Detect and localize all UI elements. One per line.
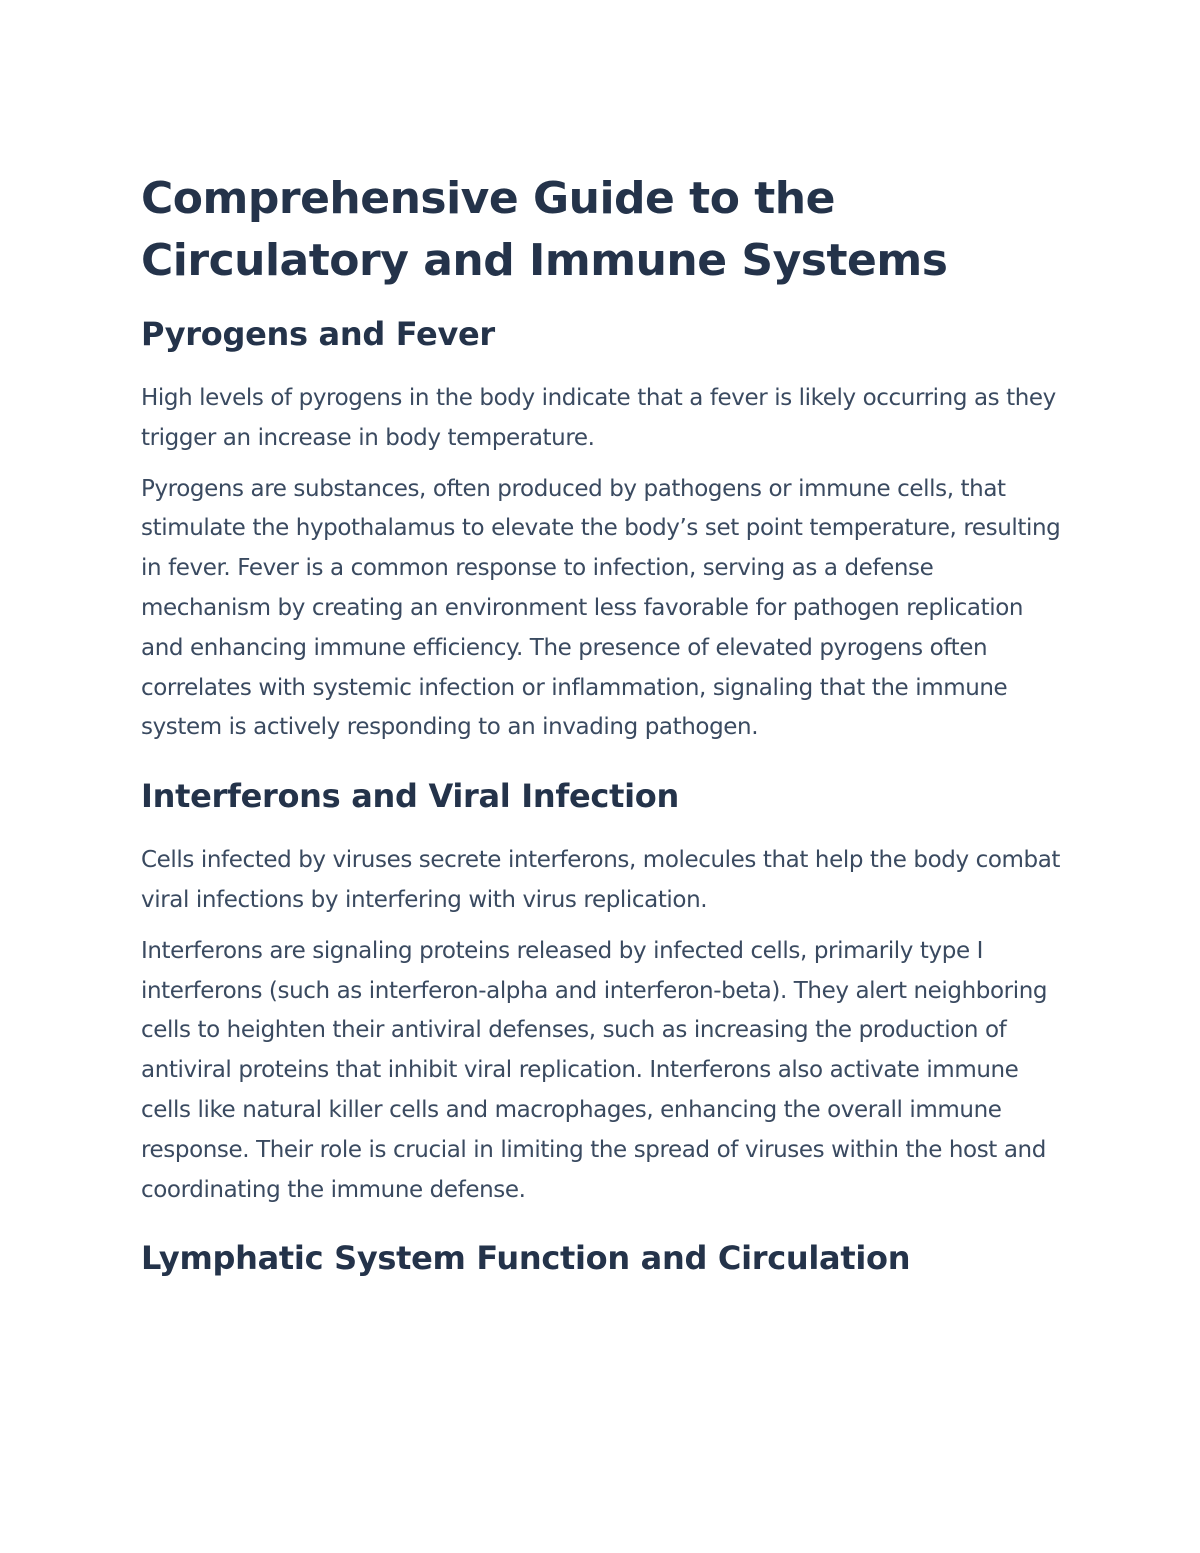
section-pyrogens-fever [141,314,1066,748]
section-body: Interferons are signaling proteins released by infected cells, primarily type I interferons (such as interferon-alpha and interferon-beta). They alert neighboring cells to heighten their antiviral defenses, such as increasing the production of antiviral proteins that inhibit viral replication. Interferons also activate immune cells like natural killer cells and macrophages, enhancing the overall immune response. Their role is crucial in limiting the spread of viruses within the host and coordinating the immune defense. [141,937,1048,1203]
section-summary: High levels of pyrogens in the body indicate that a fever is likely occurring as they trigger an increase in body temperature. [141,385,1056,451]
section-lymphatic-system [141,1238,1066,1278]
section-body: Pyrogens are substances, often produced by pathogens or immune cells, that stimulate the hypothalamus to elevate the body’s set point temperature, resulting in fever. Fever is a common response to infection, serving as a defense mechanism by creating an environment less favorable for pathogen replication and enhancing immune efficiency. The presence of elevated pyrogens often correlates with systemic infection or inflammation, signaling that the immune system is actively responding to an invading pathogen. [141,475,1061,741]
title-block [141,168,1066,292]
section-interferons-viral-infection [141,776,1066,1210]
section-heading: Interferons and Viral Infection [141,777,679,816]
section-summary: Cells infected by viruses secrete interferons, molecules that help the body combat viral infections by interfering with virus replication. [141,847,1061,913]
section-heading: Lymphatic System Function and Circulation [141,1239,911,1278]
section-heading: Pyrogens and Fever [141,315,495,353]
page-title: Comprehensive Guide to the Circulatory and Immune Systems [141,173,948,286]
document-page [141,168,1066,1306]
